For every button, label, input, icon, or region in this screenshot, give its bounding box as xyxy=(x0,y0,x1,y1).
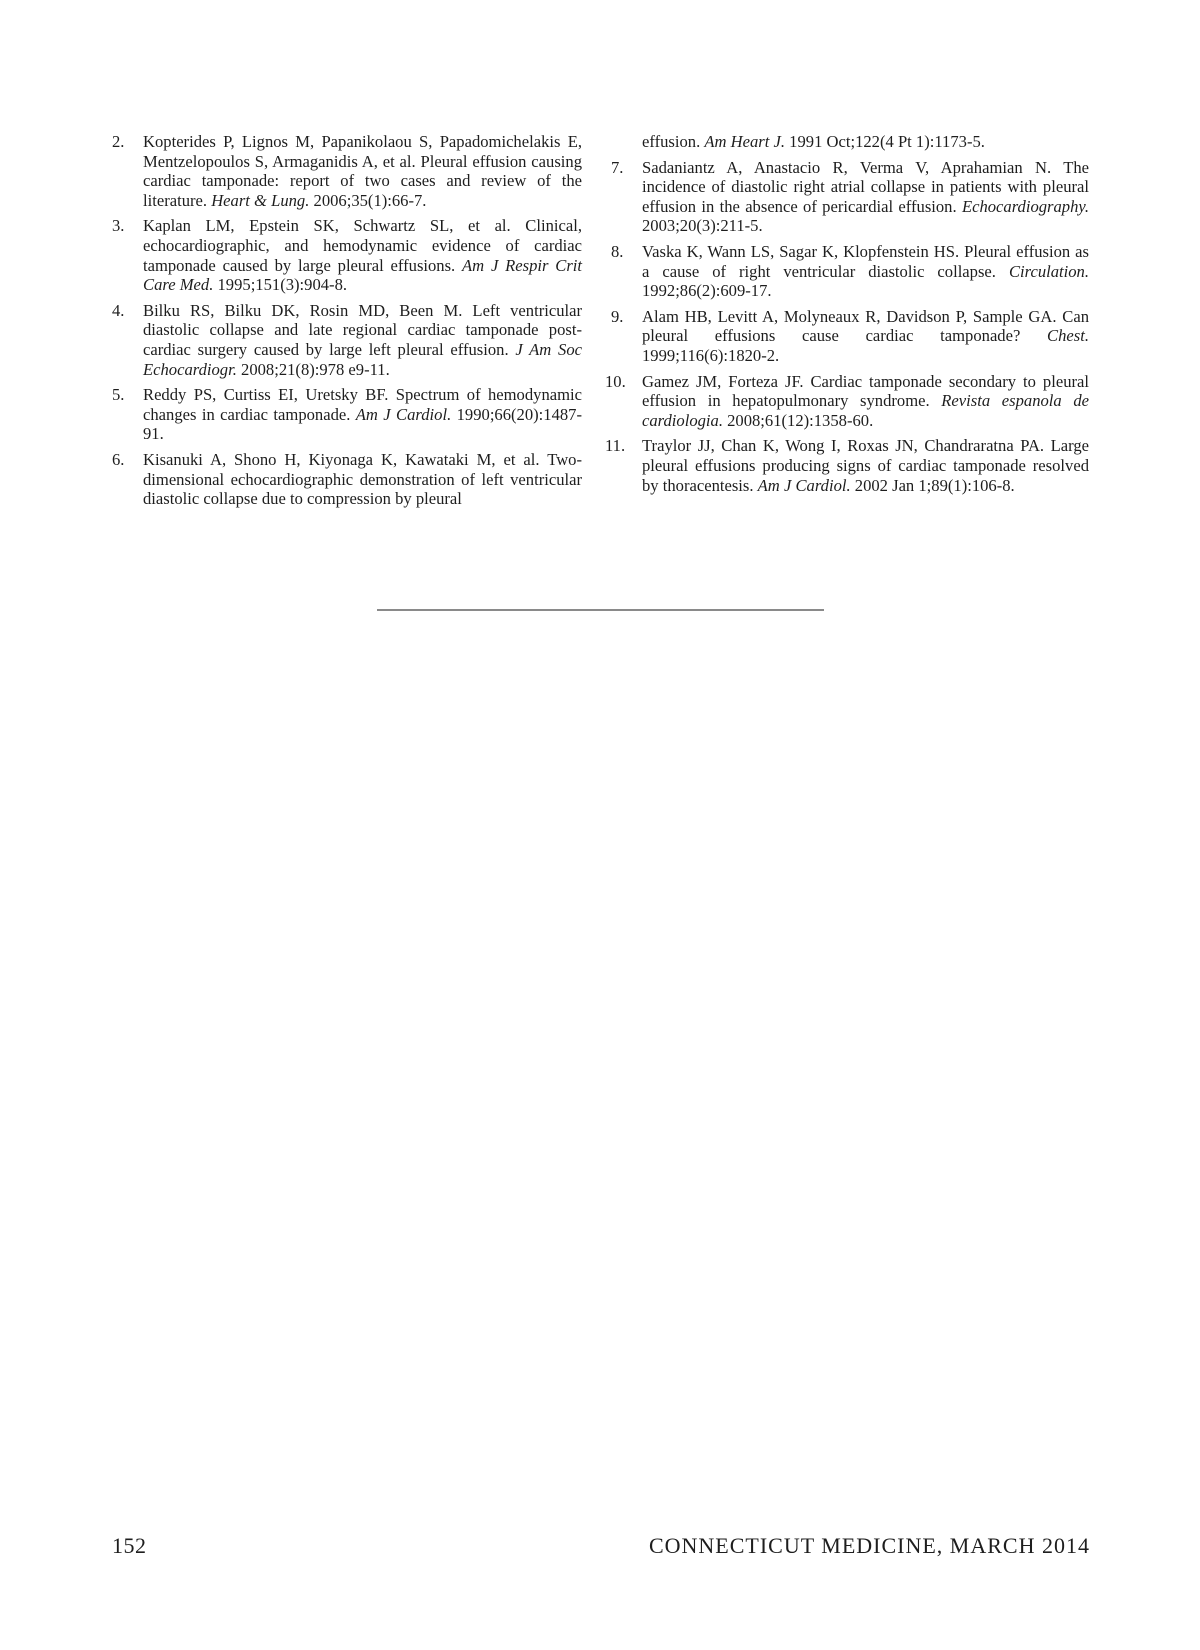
reference-number: 8. xyxy=(611,241,624,261)
reference-item xyxy=(112,216,582,294)
reference-text: Alam HB, Levitt A, Molyneaux R, Davidson P, Sample GA. Can pleural effusions cause cardiac tamponade? Chest. 1999;116(6):1820-2. xyxy=(642,306,1089,365)
reference-number: 11. xyxy=(605,436,626,456)
journal-name: Chest. xyxy=(1047,326,1089,346)
reference-item xyxy=(112,301,582,379)
reference-number: 4. xyxy=(112,300,125,320)
reference-number: 7. xyxy=(611,157,624,177)
reference-text: Traylor JJ, Chan K, Wong I, Roxas JN, Chandraratna PA. Large pleural effusions producing signs of cardiac tamponade resolved by thoracentesis. Am J Cardiol. 2002 Jan 1;89(1):106-8. xyxy=(642,436,1089,495)
reference-text: Kopterides P, Lignos M, Papanikolaou S, Papadomichelakis E, Mentzelopoulos S, Armaganidis A, et al. Pleural effusion causing cardiac tamponade: report of two cases and review of the literature. Heart & Lung. 2006;35(1):66-7. xyxy=(143,132,582,210)
journal-name: Circulation. xyxy=(1008,261,1089,281)
references-right-column xyxy=(605,132,1090,501)
reference-number: 10. xyxy=(605,371,626,391)
references-left-column xyxy=(112,132,582,515)
reference-number: 5. xyxy=(112,385,125,405)
reference-item xyxy=(611,307,1089,366)
reference-number: 6. xyxy=(112,449,125,469)
reference-item xyxy=(611,242,1089,301)
reference-item xyxy=(112,132,582,210)
reference-text: Gamez JM, Forteza JF. Cardiac tamponade secondary to pleural effusion in hepatopulmonary syndrome. Revista espanola de cardiologia. 2008;61(12):1358-60. xyxy=(642,371,1090,430)
reference-text: Vaska K, Wann LS, Sagar K, Klopfenstein HS. Pleural effusion as a cause of right ventricular diastolic collapse. Circulation. 1992;86(2):609-17. xyxy=(642,241,1089,301)
journal-name: Am J Respir Crit Care Med. xyxy=(143,255,582,295)
reference-text: Kaplan LM, Epstein SK, Schwartz SL, et al. Clinical, echocardiographic, and hemodynamic evidence of cardiac tamponade caused by large pleural effusions. Am J Respir Crit Care Med. 1995;151(3):904-8. xyxy=(143,216,582,295)
reference-item xyxy=(605,371,1090,431)
reference-item xyxy=(605,436,1089,495)
reference-item xyxy=(611,158,1089,236)
reference-number: 2. xyxy=(112,132,125,151)
reference-item xyxy=(112,385,582,444)
section-divider xyxy=(377,609,824,611)
journal-name: Heart & Lung. xyxy=(211,190,310,210)
journal-issue-footer: CONNECTICUT MEDICINE, MARCH 2014 xyxy=(648,1533,1090,1558)
journal-name: Echocardiography. xyxy=(961,196,1089,216)
journal-name: Revista espanola de cardiologia. xyxy=(642,391,1090,430)
reference-number: 9. xyxy=(611,306,624,326)
reference-item xyxy=(112,450,582,509)
reference-text: Kisanuki A, Shono H, Kiyonaga K, Kawataki M, et al. Two-dimensional echocardiographic demonstration of left ventricular diastolic collapse due to compression by pleural xyxy=(143,449,582,509)
page-number: 152 xyxy=(112,1533,147,1558)
reference-continuation: effusion. Am Heart J. 1991 Oct;122(4 Pt 1):1173-5. xyxy=(642,132,985,151)
reference-number: 3. xyxy=(112,216,125,236)
journal-name: Am J Cardiol. xyxy=(757,475,851,495)
journal-name: J Am Soc Echocardiogr. xyxy=(143,339,582,379)
reference-text: Bilku RS, Bilku DK, Rosin MD, Been M. Left ventricular diastolic collapse and late regional cardiac tamponade post-cardiac surgery caused by large left pleural effusion. J Am Soc Echocardiogr. 2008;21(8):978 e9-11. xyxy=(143,300,582,379)
reference-text: Reddy PS, Curtiss EI, Uretsky BF. Spectrum of hemodynamic changes in cardiac tamponade. Am J Cardiol. 1990;66(20):1487-91. xyxy=(143,385,582,444)
journal-name: Am J Cardiol. xyxy=(355,404,452,424)
reference-text: Sadaniantz A, Anastacio R, Verma V, Aprahamian N. The incidence of diastolic right atrial collapse in patients with pleural effusion in the absence of pericardial effusion. Echocardiography. 2003;20(3):211-5. xyxy=(642,157,1089,236)
journal-name: Am Heart J. xyxy=(704,132,786,151)
